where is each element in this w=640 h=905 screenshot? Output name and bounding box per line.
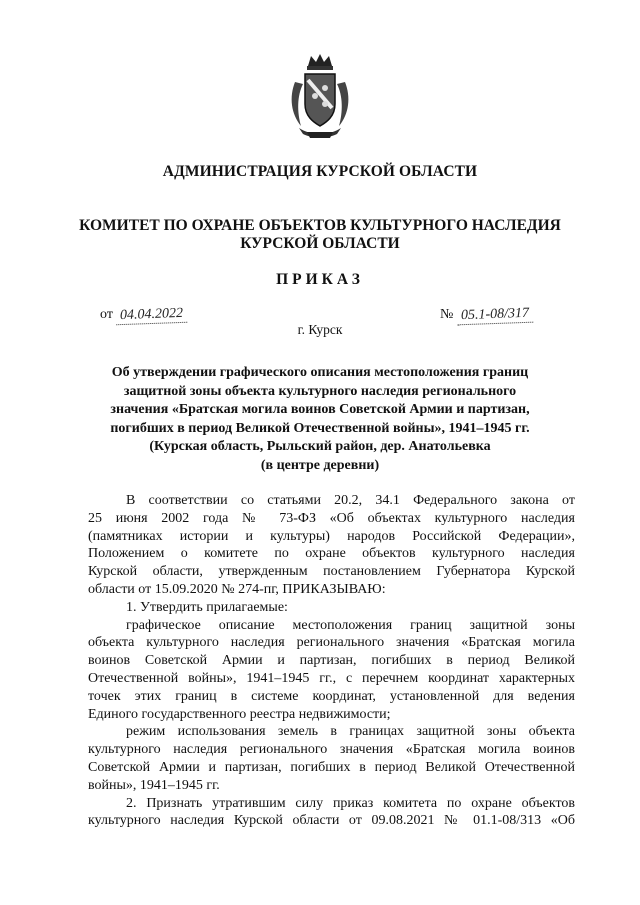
body-line: области от 15.09.2020 № 274-пг, ПРИКАЗЫВАЮ: <box>88 581 386 597</box>
city-name: г. Курск <box>297 322 343 337</box>
title-line: погибших в период Великой Отечественной войны», 1941–1945 гг. <box>110 420 530 436</box>
title-line: Об утверждении графического описания местоположения границ <box>111 365 529 380</box>
body-line: графическое описание местоположения границ защитной зоны <box>126 617 575 633</box>
body-line: объекта культурного наследия регионального значения «Братская могила <box>88 635 575 651</box>
body-line: воинов Советской Армии и партизан, погибших в период Великой <box>88 653 575 669</box>
document-type: ПРИКАЗ <box>276 271 364 288</box>
body-line: культурного наследия Курской области от 09.08.2021 № 01.1-08/313 «Об <box>88 813 575 829</box>
body-line: 1. Утвердить прилагаемые: <box>126 599 288 615</box>
body-line: Советской Армии и партизан, погибших в период Великой Отечественной <box>88 759 575 775</box>
body-line: В соответствии со статьями 20.2, 34.1 Федерального закона от <box>126 493 575 508</box>
body-line: (памятниках истории и культуры) народов Российской Федерации», <box>88 528 575 544</box>
order-body <box>88 492 575 830</box>
order-title <box>80 364 560 476</box>
body-line: 2. Признать утратившим силу приказ комитета по охране объектов <box>126 795 575 811</box>
title-line: защитной зоны объекта культурного наследия регионального <box>123 383 517 399</box>
body-line: Положением о комитете по охране объектов культурного наследия <box>88 546 575 562</box>
committee-name-line-1: КОМИТЕТ ПО ОХРАНЕ ОБЪЕКТОВ КУЛЬТУРНОГО НАСЛЕДИЯ <box>79 217 561 234</box>
body-line: Единого государственного реестра недвижимости; <box>88 706 391 722</box>
committee-name <box>0 217 640 253</box>
title-line: значения «Братская могила воинов Советской Армии и партизан, <box>110 402 530 418</box>
date-handwritten: 04.04.2022 <box>116 306 188 325</box>
body-line: 25 июня 2002 года № 73-ФЗ «Об объектах культурного наследия <box>88 510 575 526</box>
body-line: Курской области, утвержденным постановлением Губернатора Курской <box>88 564 575 580</box>
title-line: (Курская область, Рыльский район, дер. Анатольевка <box>149 439 491 455</box>
date-prefix: от <box>100 307 113 322</box>
body-line: Отечественной войны», 1941–1945 гг., с перечнем координат характерных <box>88 670 575 686</box>
body-line: культурного наследия регионального значения «Братская могила воинов <box>88 742 575 758</box>
coat-of-arms-emblem <box>287 52 353 140</box>
body-line: точек этих границ в системе координат, установленной для ведения <box>88 688 575 704</box>
number-handwritten: 05.1-08/317 <box>457 306 534 326</box>
title-line: (в центре деревни) <box>260 457 380 473</box>
organization-name: АДМИНИСТРАЦИЯ КУРСКОЙ ОБЛАСТИ <box>162 163 478 180</box>
body-line: войны», 1941–1945 гг. <box>88 777 220 793</box>
committee-name-line-2: КУРСКОЙ ОБЛАСТИ <box>240 235 400 252</box>
body-line: режим использования земель в границах защитной зоны объекта <box>126 724 575 740</box>
number-prefix: № <box>440 307 454 322</box>
